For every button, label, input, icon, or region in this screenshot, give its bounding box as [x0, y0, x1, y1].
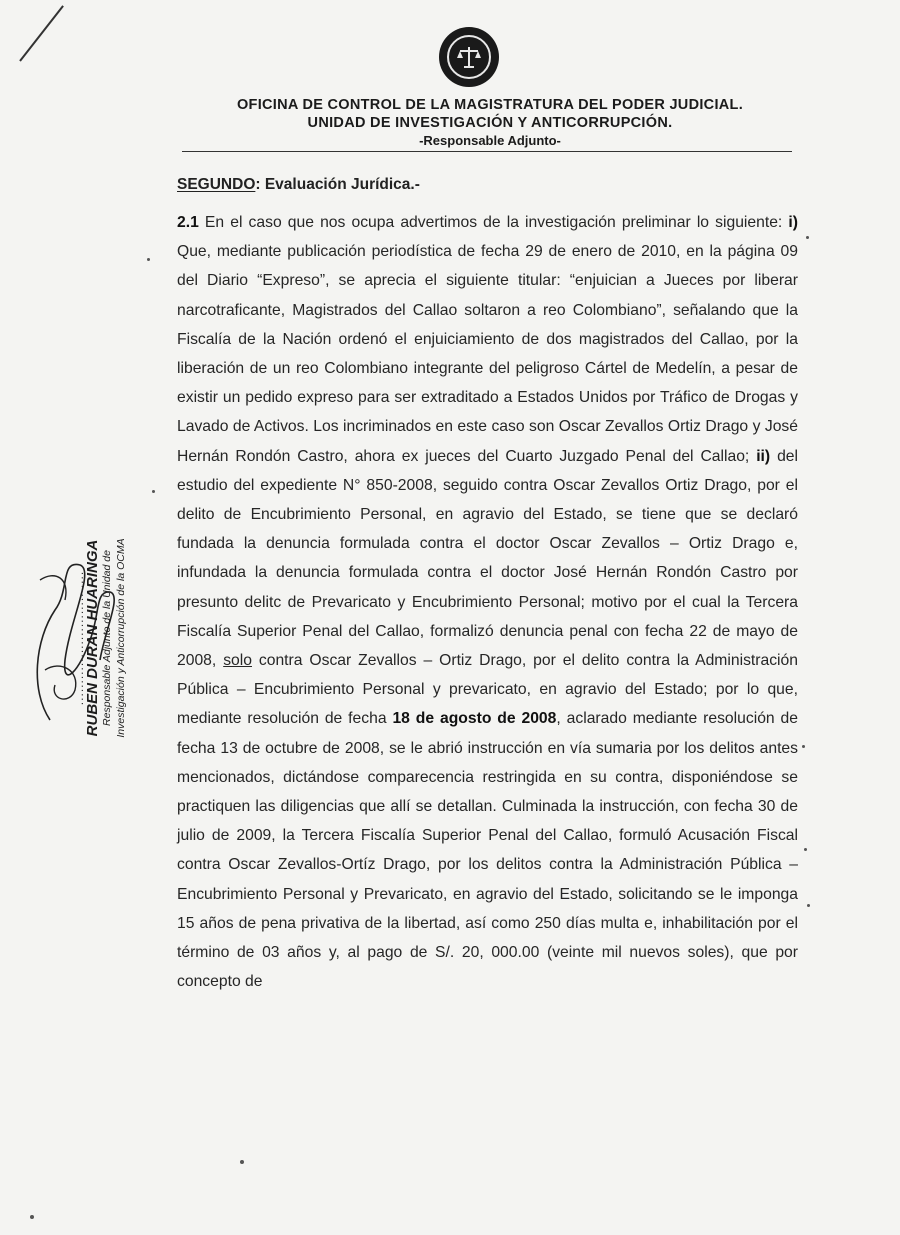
paragraph-text: , aclarado mediante resolución de fecha 13 de octubre de 2008, se le abrió instrucción en vía sumaria por los delitos antes mencionados, dictándose comparecencia restringida en su contra, disponiéndose se practiquen las diligencias que allí se detallan. Culminada la instrucción, con fecha 30 de julio de 2009, la Tercera Fiscalía Superior Penal del Callao, formuló Acusación Fiscal contra Oscar Zevallos-Ortíz Drago, por los delitos contra la Administración Pública – Encubrimiento Personal y Prevaricato, en agravio del Estado, solicitando se le imponga 15 años de pena privativa de la libertad, así como 250 días multa e, inhabilitación por el término de 03 años y, al pago de S/. 20, 000.00 (veinte mil nuevos soles), que por concepto de	[177, 710, 798, 991]
scan-speck	[802, 745, 805, 748]
pen-stroke-mark	[19, 5, 64, 61]
scan-speck	[240, 1160, 244, 1164]
scan-speck	[804, 848, 807, 851]
bold-date: 18 de agosto de 2008	[392, 710, 557, 728]
stamp-role: Responsable Adjunto de la Unidad de	[101, 550, 113, 726]
paragraph-number: 2.1	[177, 214, 199, 231]
item-marker: i)	[788, 214, 798, 231]
scan-speck	[806, 236, 809, 239]
stamp-name: RUBEN DURAN HUARINGA	[84, 539, 101, 737]
section-heading	[177, 176, 420, 194]
official-stamp	[72, 518, 128, 758]
paragraph-text: del estudio del expediente N° 850-2008, seguido contra Oscar Zevallos Ortiz Drago, por el delito de Encubrimiento Personal, en agravio del Estado, se tiene que se declaró fundada la denuncia formulada contra el doctor Oscar Zevallos – Ortiz Drago e, infundada la denuncia formulada contra el doctor José Hernán Rondón Castro por presunto delitc de Prevaricato y Encubrimiento Personal; motivo por el cual la Tercera Fiscalía Superior Penal del Callao, formalizó denuncia penal con fecha 22 de mayo de 2008,	[177, 447, 799, 670]
paragraph-text: contra Oscar Zevallos – Ortiz Drago, por el delito contra la Administración Pública – Encubrimiento Personal y prevaricato, en agravio del Estado; por lo que, mediante resolución de fecha	[177, 652, 798, 728]
paragraph-text: En el caso que nos ocupa advertimos de la investigación preliminar lo siguiente:	[198, 214, 789, 231]
document-header	[180, 96, 800, 150]
header-office: OFICINA DE CONTROL DE LA MAGISTRATURA DEL PODER JUDICIAL.	[236, 97, 744, 113]
scan-speck	[30, 1215, 34, 1219]
header-unit: UNIDAD DE INVESTIGACIÓN Y ANTICORRUPCIÓN.	[307, 115, 673, 131]
item-marker: ii)	[756, 447, 771, 465]
legal-evaluation-paragraph	[177, 208, 798, 996]
stamp-signature-line: ...............................	[72, 570, 86, 706]
scan-speck	[152, 490, 155, 493]
paragraph-text: Que, mediante publicación periodística de fecha 29 de enero de 2010, en la página 09 del Diario “Expreso”, se aprecia el siguiente titular: “enjuician a Jueces por liberar narcotraficante, Magistrados del Callao soltaron a reo Colombiano”, señalando que la Fiscalía de la Nación ordenó el enjuiciamiento de dos magistrados del Callao, por la liberación de un reo Colombiano integrante del peligroso Cártel de Medelín, a pesar de existir un pedido expreso para ser extraditado a Estados Unidos por Tráfico de Drogas y Lavado de Activos. Los incriminados en este caso son Oscar Zevallos Ortiz Drago y José Hernán Rondón Castro, ahora ex jueces del Cuarto Juzgado Penal del Callao;	[177, 243, 798, 465]
header-divider	[182, 151, 792, 152]
section-subtitle: : Evaluación Jurídica.-	[255, 176, 420, 193]
header-role: -Responsable Adjunto-	[419, 133, 561, 148]
section-title: SEGUNDO	[177, 176, 256, 193]
scales-of-justice-icon	[454, 42, 484, 72]
scan-speck	[807, 904, 810, 907]
underlined-word: solo	[223, 652, 252, 670]
stamp-unit: Investigación y Anticorrupción de la OCMA	[115, 538, 127, 738]
judicial-seal-logo	[439, 27, 499, 87]
scan-speck	[147, 258, 150, 261]
